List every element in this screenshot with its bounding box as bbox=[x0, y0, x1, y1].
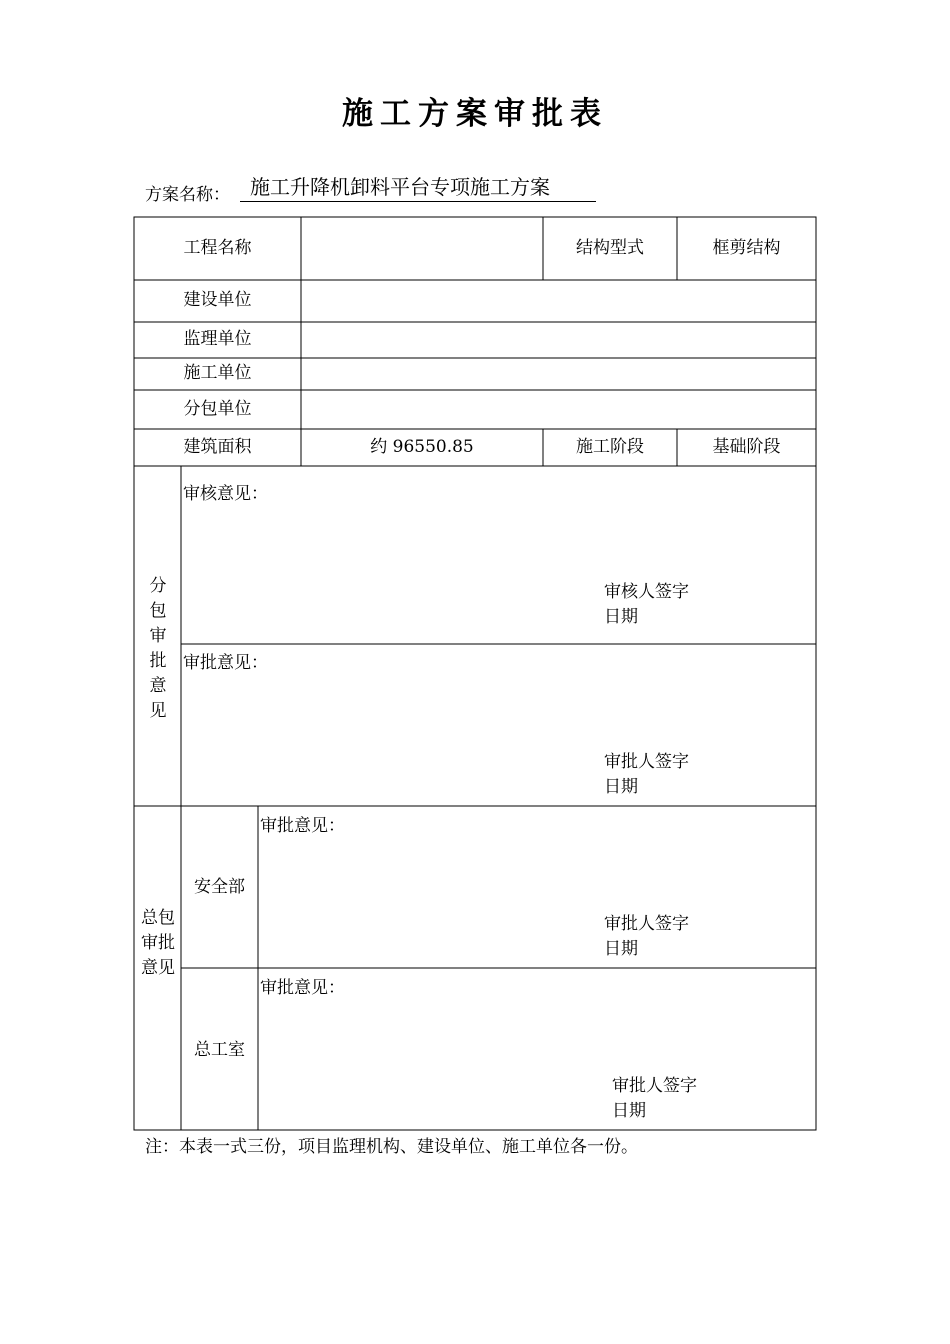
structure-type-field[interactable]: 框剪结构 bbox=[712, 238, 781, 258]
main-approval-group-label: 总包审批意见 bbox=[141, 908, 175, 978]
chief-opinion-label: 审批意见： bbox=[260, 978, 345, 998]
supervisor-label: 监理单位 bbox=[183, 329, 252, 349]
area-label: 建筑面积 bbox=[183, 437, 252, 457]
safety-dept-label: 安全部 bbox=[194, 877, 245, 897]
plan-name-label: 方案名称： bbox=[145, 185, 230, 205]
project-name-label: 工程名称 bbox=[183, 238, 252, 258]
structure-type-label: 结构型式 bbox=[576, 238, 644, 258]
contractor-label: 施工单位 bbox=[183, 363, 252, 383]
sub-approval-group-label: 分包审批意见 bbox=[149, 576, 167, 721]
subcontractor-label: 分包单位 bbox=[183, 399, 252, 419]
sub-approve-opinion-label: 审批意见： bbox=[183, 653, 268, 673]
sub-approve-date-label: 日期 bbox=[604, 777, 638, 797]
area-field[interactable]: 约 96550.85 bbox=[370, 437, 474, 457]
sub-review-date-label: 日期 bbox=[604, 607, 638, 627]
footnote: 注：本表一式三份，项目监理机构、建设单位、施工单位各一份。 bbox=[145, 1137, 638, 1157]
safety-opinion-label: 审批意见： bbox=[260, 816, 345, 836]
sub-approve-signer-label: 审批人签字 bbox=[604, 752, 689, 772]
chief-date-label: 日期 bbox=[612, 1101, 646, 1121]
plan-name-field[interactable]: 施工升降机卸料平台专项施工方案 bbox=[240, 172, 596, 202]
safety-date-label: 日期 bbox=[604, 939, 638, 959]
page-title: 施工方案审批表 bbox=[342, 96, 608, 132]
safety-signer-label: 审批人签字 bbox=[604, 914, 689, 934]
sub-review-opinion-label: 审核意见： bbox=[183, 484, 268, 504]
stage-label: 施工阶段 bbox=[576, 437, 644, 457]
sub-review-signer-label: 审核人签字 bbox=[604, 582, 689, 602]
chief-engineer-office-label: 总工室 bbox=[194, 1040, 245, 1060]
stage-field[interactable]: 基础阶段 bbox=[712, 437, 781, 457]
builder-label: 建设单位 bbox=[183, 290, 252, 310]
chief-signer-label: 审批人签字 bbox=[612, 1076, 697, 1096]
